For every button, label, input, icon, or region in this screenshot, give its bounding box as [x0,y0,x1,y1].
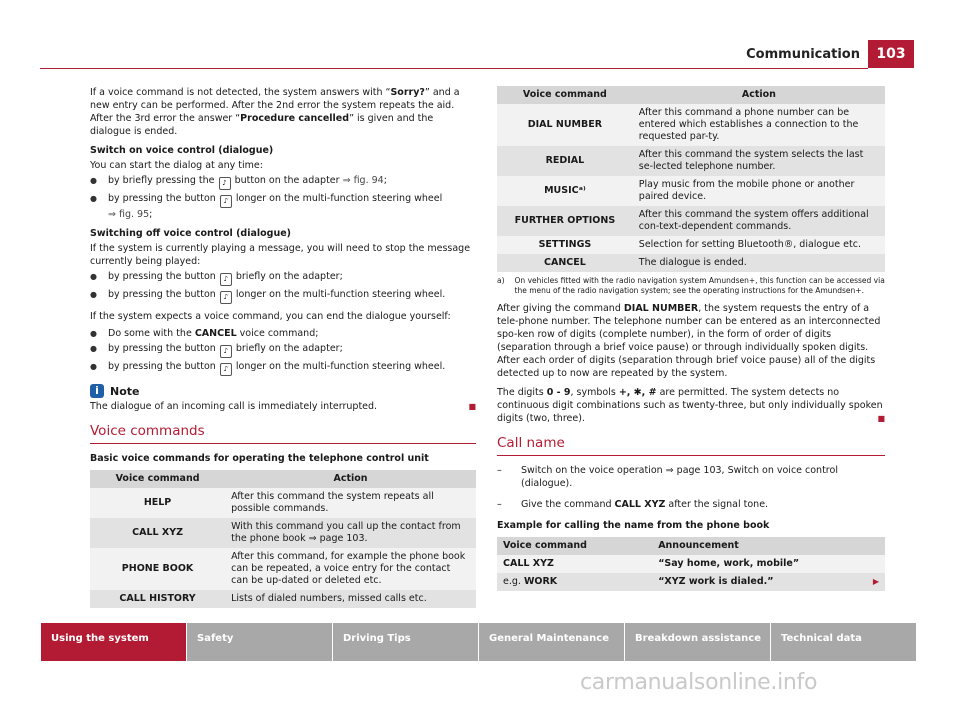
tab-general-maintenance[interactable]: General Maintenance [479,623,625,661]
table-row: DIAL NUMBER After this command a phone number can be entered which establishes a connection to the requested par-ty. [497,104,885,146]
section-title: Communication [746,47,860,62]
voice-key-icon: ♪ [220,273,232,286]
phone-key-icon: ♪ [220,195,232,208]
list-item: ● by pressing the button ♪ longer on the multi-function steering wheel ⇒ fig. 95; [90,192,476,221]
table-row: SETTINGS Selection for setting Bluetooth®, dialogue etc. [497,236,885,254]
switch-on-title: Switch on voice control (dialogue) [90,145,274,156]
table-header: Action [633,86,885,104]
continue-arrow-icon: ▶ [872,577,879,586]
fig-link[interactable]: ⇒ fig. 94 [342,175,384,186]
list-item: ● by pressing the button ♪ longer on the multi-function steering wheel. [90,360,476,376]
intro-paragraph: If a voice command is not detected, the system answers with “Sorry?” and a new entry can be performed. After the 2nd error the system repeats the aid. After the 3rd error the answer “Procedure cancelled” is given and the dialogue is ended. [90,87,460,137]
list-item: ● by pressing the button ♪ briefly on the adapter; [90,270,476,286]
table-row: CALL XYZ “Say home, work, mobile” [497,555,885,573]
header-rule [40,68,868,69]
table-row: PHONE BOOK After this command, for example the phone book can be repeated, a voice entry for the contact can be up-dated or deleted etc. [90,548,476,590]
tab-using-the-system[interactable]: Using the system [41,623,187,661]
note-text: The dialogue of an incoming call is immediately interrupted. ■ [90,401,476,412]
table-row: REDIAL After this command the system selects the last se-lected telephone number. [497,146,885,176]
watermark: carmanualsonline.info [580,670,818,695]
call-name-table [497,537,885,591]
left-column [90,86,476,612]
list-item: ● by briefly pressing the ♪ button on the adapter ⇒ fig. 94; [90,174,476,190]
note-heading: i Note [90,384,476,398]
table-row: e.g. WORK “XYZ work is dialed.” ▶ [497,573,885,591]
table-header: Action [225,470,476,488]
phone-key-icon: ♪ [220,291,232,304]
table-row: MUSICᵃ⁾ Play music from the mobile phone or another paired device. [497,176,885,206]
table-row: HELP After this command the system repeats all possible commands. [90,488,476,518]
list-item: – Switch on the voice operation ⇒ page 103, Switch on voice control (dialogue). [497,464,885,490]
basic-commands-title: Basic voice commands for operating the telephone control unit [90,453,429,464]
info-icon: i [90,384,104,398]
chapter-tabs [41,623,917,661]
end-text: If the system expects a voice command, you can end the dialogue yourself: [90,311,451,322]
right-column [497,86,885,595]
voice-key-icon: ♪ [220,345,232,358]
more-commands-table [497,86,885,272]
switch-off-text: If the system is currently playing a message, you will need to stop the message currently being played: [90,243,471,267]
table-header: Voice command [90,470,225,488]
end-square-icon: ■ [877,414,885,423]
switch-off-title: Switching off voice control (dialogue) [90,228,292,239]
table-header: Announcement [652,537,885,555]
tab-safety[interactable]: Safety [187,623,333,661]
table-header: Voice command [497,537,652,555]
basic-commands-table [90,470,476,608]
list-item: – Give the command CALL XYZ after the signal tone. [497,498,885,511]
table-row: CALL XYZ With this command you call up the contact from the phone book ⇒ page 103. [90,518,476,548]
page-number: 103 [868,40,914,68]
fig-link[interactable]: ⇒ fig. 95 [108,209,150,220]
digits-paragraph: The digits 0 - 9, symbols +, ✱, # are permitted. The system detects no continuous digit combinations such as twenty-three, but only individually spoken digits (two, three). ■ [497,387,885,424]
list-item: ● by pressing the button ♪ longer on the multi-function steering wheel. [90,288,476,304]
switch-on-text: You can start the dialog at any time: [90,160,263,171]
dial-paragraph: After giving the command DIAL NUMBER, the system requests the entry of a tele-phone number. The telephone number can be entered as an interconnected spo-ken row of digits (complete number), in the form of order of digits (separation through a brief voice pause) or through individually spoken digits. After each order of digits (separation through brief voice pause) all of the digits detected up to now are repeated by the system. [497,303,881,379]
voice-key-icon: ♪ [219,177,231,190]
table-header: Voice command [497,86,633,104]
table-row: FURTHER OPTIONS After this command the system offers additional con-text-dependent commands. [497,206,885,236]
call-name-heading: Call name [497,437,885,456]
table-row: CALL HISTORY Lists of dialed numbers, missed calls etc. [90,590,476,608]
tab-technical-data[interactable]: Technical data [771,623,917,661]
list-item: ● Do some with the CANCEL voice command; [90,327,476,340]
table-row: CANCEL The dialogue is ended. [497,254,885,272]
tab-breakdown-assistance[interactable]: Breakdown assistance [625,623,771,661]
tab-driving-tips[interactable]: Driving Tips [333,623,479,661]
phone-key-icon: ♪ [220,363,232,376]
list-item: ● by pressing the button ♪ briefly on the adapter; [90,342,476,358]
footnote: a) On vehicles fitted with the radio navigation system Amundsen+, this function can be accessed via the menu of the radio navigation system; see the operating instructions for the Amundsen+. [497,276,885,295]
example-title: Example for calling the name from the phone book [497,520,770,531]
end-square-icon: ■ [468,402,476,411]
voice-commands-heading: Voice commands [90,425,476,444]
